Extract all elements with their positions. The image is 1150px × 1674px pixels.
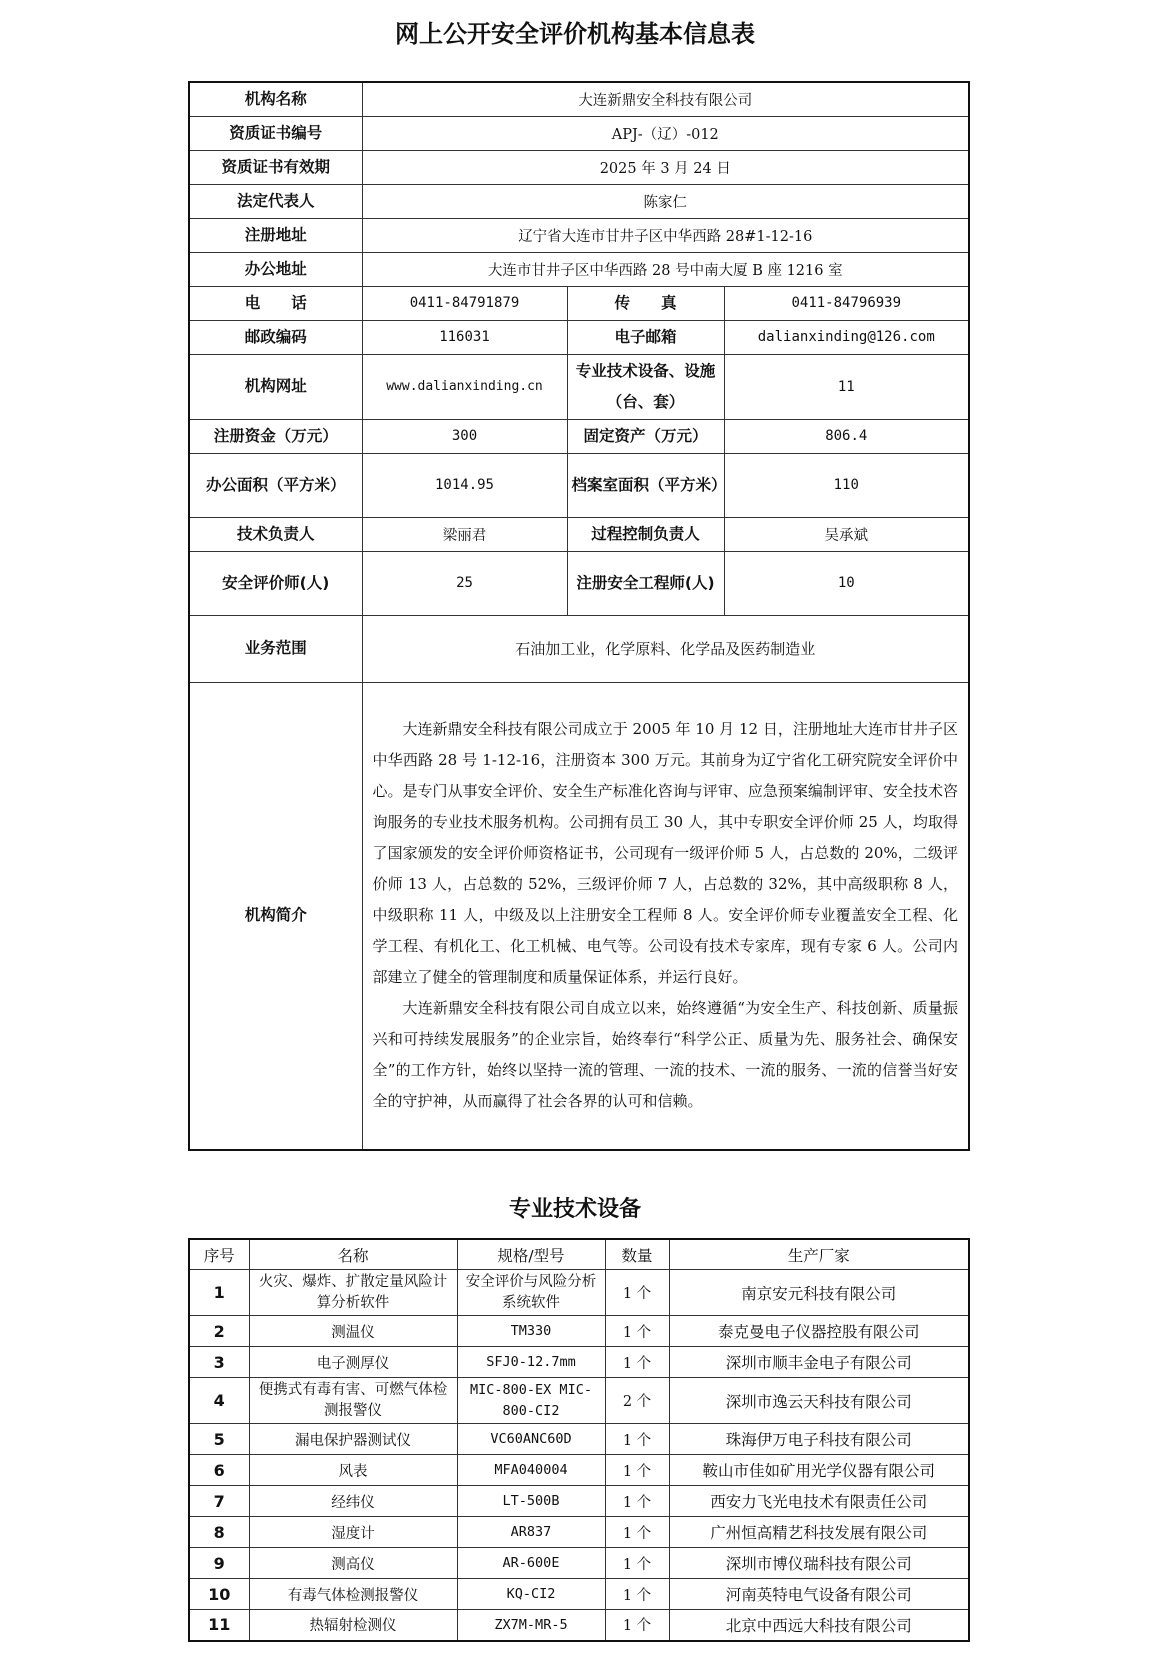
office-addr-label: 办公地址 (189, 252, 362, 286)
equipment-maker: 西安力飞光电技术有限责任公司 (669, 1486, 969, 1517)
equipment-model: SFJ0-12.7mm (457, 1347, 605, 1378)
equipment-name: 有毒气体检测报警仪 (249, 1579, 457, 1610)
equipment-maker: 深圳市逸云天科技有限公司 (669, 1378, 969, 1424)
equipment-name: 测温仪 (249, 1316, 457, 1347)
equipment-qty: 1 个 (605, 1579, 669, 1610)
equipment-model: LT-500B (457, 1486, 605, 1517)
email-value: dalianxinding@126.com (724, 320, 969, 354)
info-table (188, 81, 970, 1151)
reg-capital-value: 300 (362, 419, 567, 453)
row-website-equipment (189, 354, 969, 419)
equipment-header-row (189, 1239, 969, 1270)
table-row (189, 1486, 969, 1517)
row-legal-rep (189, 184, 969, 218)
table-row (189, 1378, 969, 1424)
header-name: 名称 (249, 1239, 457, 1270)
org-name-value: 大连新鼎安全科技有限公司 (362, 82, 969, 116)
row-no: 8 (189, 1517, 249, 1548)
archive-area-value: 110 (724, 453, 969, 517)
row-org-name (189, 82, 969, 116)
tech-lead-value: 梁丽君 (362, 517, 567, 551)
row-capital-assets (189, 419, 969, 453)
row-no: 4 (189, 1378, 249, 1424)
equipment-name: 风表 (249, 1455, 457, 1486)
equipment-qty: 2 个 (605, 1378, 669, 1424)
row-reg-addr (189, 218, 969, 252)
row-scope (189, 615, 969, 682)
equipment-qty: 1 个 (605, 1548, 669, 1579)
reg-capital-label: 注册资金（万元） (189, 419, 362, 453)
cert-valid-label: 资质证书有效期 (189, 150, 362, 184)
equipment-model: ZX7M-MR-5 (457, 1610, 605, 1641)
phone-value: 0411-84791879 (362, 286, 567, 320)
equipment-qty: 1 个 (605, 1486, 669, 1517)
website-value: www.dalianxinding.cn (362, 354, 567, 419)
org-name-label: 机构名称 (189, 82, 362, 116)
equipment-qty: 1 个 (605, 1316, 669, 1347)
row-no: 11 (189, 1610, 249, 1641)
equipment-maker: 广州恒高精艺科技发展有限公司 (669, 1517, 969, 1548)
equipment-name: 经纬仪 (249, 1486, 457, 1517)
header-model: 规格/型号 (457, 1239, 605, 1270)
equipment-name: 电子测厚仪 (249, 1347, 457, 1378)
table-row (189, 1424, 969, 1455)
header-maker: 生产厂家 (669, 1239, 969, 1270)
equipment-title: 专业技术设备 (508, 1196, 641, 1222)
equipment-maker: 北京中西远大科技有限公司 (669, 1610, 969, 1641)
reg-addr-value: 辽宁省大连市甘井子区中华西路 28#1-12-16 (362, 218, 969, 252)
equipment-maker: 南京安元科技有限公司 (669, 1270, 969, 1316)
equipment-maker: 珠海伊万电子科技有限公司 (669, 1424, 969, 1455)
equipment-model: MFA040004 (457, 1455, 605, 1486)
page-title: 网上公开安全评价机构基本信息表 (395, 19, 755, 48)
engineers-value: 10 (724, 551, 969, 615)
cert-no-label: 资质证书编号 (189, 116, 362, 150)
equipment-name: 漏电保护器测试仪 (249, 1424, 457, 1455)
cert-no-value: APJ-（辽）-012 (362, 116, 969, 150)
row-cert-no (189, 116, 969, 150)
row-no: 5 (189, 1424, 249, 1455)
legal-rep-value: 陈家仁 (362, 184, 969, 218)
row-no: 7 (189, 1486, 249, 1517)
equipment-name: 热辐射检测仪 (249, 1610, 457, 1641)
fax-value: 0411-84796939 (724, 286, 969, 320)
equipment-count-value: 11 (724, 354, 969, 419)
row-no: 3 (189, 1347, 249, 1378)
equipment-maker: 深圳市博仪瑞科技有限公司 (669, 1548, 969, 1579)
legal-rep-label: 法定代表人 (189, 184, 362, 218)
intro-paragraph: 大连新鼎安全科技有限公司自成立以来，始终遵循“为安全生产、科技创新、质量振兴和可持续发展服务”的企业宗旨，始终奉行“科学公正、质量为先、服务社会、确保安全”的工作方针，始终以坚持一流的管理、一流的技术、一流的服务、一流的信誉当好安全的守护神，从而赢得了社会各界的认可和信赖。 (372, 999, 959, 1111)
equipment-qty: 1 个 (605, 1347, 669, 1378)
office-addr-value: 大连市甘井子区中华西路 28 号中南大厦 B 座 1216 室 (362, 252, 969, 286)
table-row (189, 1610, 969, 1641)
table-row (189, 1347, 969, 1378)
header-qty: 数量 (605, 1239, 669, 1270)
reg-addr-label: 注册地址 (189, 218, 362, 252)
office-area-value: 1014.95 (362, 453, 567, 517)
equipment-name: 便携式有毒有害、可燃气体检测报警仪 (249, 1378, 457, 1424)
row-staff (189, 551, 969, 615)
intro-label: 机构简介 (189, 682, 362, 1150)
row-no: 10 (189, 1579, 249, 1610)
engineers-label: 注册安全工程师(人) (567, 551, 724, 615)
evaluators-value: 25 (362, 551, 567, 615)
tech-lead-label: 技术负责人 (189, 517, 362, 551)
fixed-assets-label: 固定资产（万元） (567, 419, 724, 453)
postcode-label: 邮政编码 (189, 320, 362, 354)
equipment-maker: 泰克曼电子仪器控股有限公司 (669, 1316, 969, 1347)
row-no: 9 (189, 1548, 249, 1579)
intro-paragraph: 大连新鼎安全科技有限公司成立于 2005 年 10 月 12 日，注册地址大连市甘井子区中华西路 28 号 1-12-16，注册资本 300 万元。其前身为辽宁省化工研究院安全评价中心。是专门从事安全评价、安全生产标准化咨询与评审、应急预案编制评审、安全技术咨询服务的专业技术服务机构。公司拥有员工 30 人，其中专职安全评价师 25 人，均取得了国家颁发的安全评价师资格证书，公司现有一级评价师 5 人，占总数的 20%，二级评价师 13 人，占总数的 52%，三级评价师 7 人，占总数的 32%，其中高级职称 8 人，中级职称 11 人，中级及以上注册安全工程师 8 人。安全评价师专业覆盖安全工程、化学工程、有机化工、化工机械、电气等。公司设有技术专家库，现有专家 6 人。公司内部建立了健全的管理制度和质量保证体系，并运行良好。 (372, 720, 959, 987)
office-area-label: 办公面积（平方米） (189, 453, 362, 517)
equipment-qty: 1 个 (605, 1455, 669, 1486)
table-row (189, 1548, 969, 1579)
equipment-maker: 深圳市顺丰金电子有限公司 (669, 1347, 969, 1378)
cert-valid-value: 2025 年 3 月 24 日 (362, 150, 969, 184)
row-office-addr (189, 252, 969, 286)
equipment-model: AR837 (457, 1517, 605, 1548)
row-leads (189, 517, 969, 551)
evaluators-label: 安全评价师(人) (189, 551, 362, 615)
equipment-name: 测高仪 (249, 1548, 457, 1579)
table-row (189, 1455, 969, 1486)
equipment-model: KQ-CI2 (457, 1579, 605, 1610)
equipment-count-label: 专业技术设备、设施（台、套） (567, 354, 724, 419)
row-phone-fax (189, 286, 969, 320)
equipment-table (188, 1238, 970, 1642)
equipment-model: MIC-800-EX MIC-800-CI2 (457, 1378, 605, 1424)
table-row (189, 1517, 969, 1548)
header-no: 序号 (189, 1239, 249, 1270)
phone-label: 电 话 (189, 286, 362, 320)
equipment-model: 安全评价与风险分析系统软件 (457, 1270, 605, 1316)
website-label: 机构网址 (189, 354, 362, 419)
table-row (189, 1316, 969, 1347)
table-row (189, 1579, 969, 1610)
equipment-qty: 1 个 (605, 1517, 669, 1548)
equipment-maker: 河南英特电气设备有限公司 (669, 1579, 969, 1610)
process-lead-label: 过程控制负责人 (567, 517, 724, 551)
equipment-name: 湿度计 (249, 1517, 457, 1548)
row-cert-valid (189, 150, 969, 184)
row-intro (189, 682, 969, 1150)
equipment-qty: 1 个 (605, 1610, 669, 1641)
fax-label: 传 真 (567, 286, 724, 320)
equipment-qty: 1 个 (605, 1270, 669, 1316)
postcode-value: 116031 (362, 320, 567, 354)
equipment-model: VC60ANC60D (457, 1424, 605, 1455)
equipment-maker: 鞍山市佳如矿用光学仪器有限公司 (669, 1455, 969, 1486)
row-no: 2 (189, 1316, 249, 1347)
scope-label: 业务范围 (189, 615, 362, 682)
archive-area-label: 档案室面积（平方米） (567, 453, 724, 517)
process-lead-value: 吴承斌 (724, 517, 969, 551)
email-label: 电子邮箱 (567, 320, 724, 354)
scope-value: 石油加工业，化学原料、化学品及医药制造业 (362, 615, 969, 682)
row-no: 1 (189, 1270, 249, 1316)
equipment-qty: 1 个 (605, 1424, 669, 1455)
row-no: 6 (189, 1455, 249, 1486)
fixed-assets-value: 806.4 (724, 419, 969, 453)
row-post-email (189, 320, 969, 354)
intro-text (362, 682, 969, 1150)
equipment-model: AR-600E (457, 1548, 605, 1579)
table-row (189, 1270, 969, 1316)
equipment-name: 火灾、爆炸、扩散定量风险计算分析软件 (249, 1270, 457, 1316)
equipment-model: TM330 (457, 1316, 605, 1347)
row-area (189, 453, 969, 517)
